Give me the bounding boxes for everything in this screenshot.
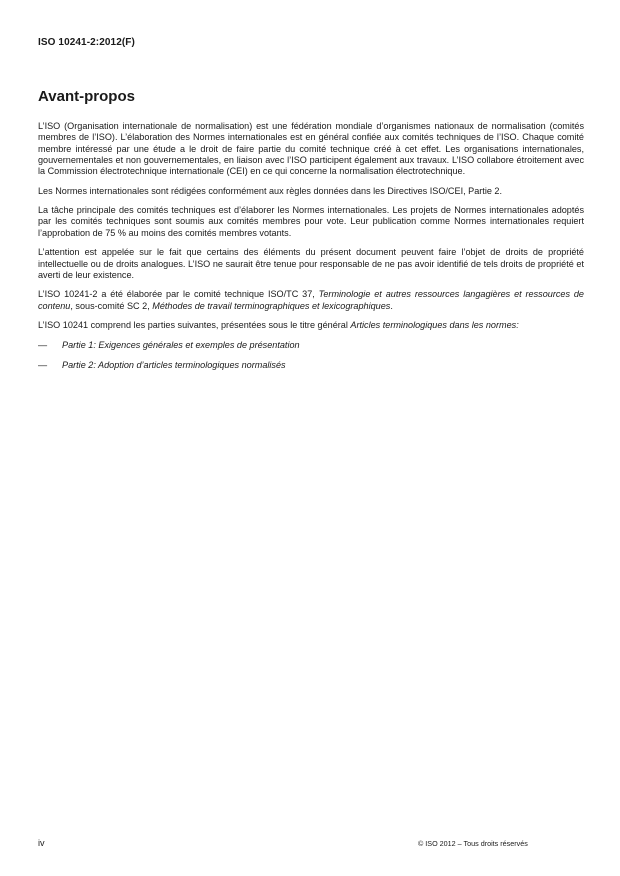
section-title: Avant-propos bbox=[38, 88, 135, 105]
paragraph-parts-intro bbox=[38, 320, 584, 331]
page-number: iv bbox=[38, 838, 45, 848]
paragraph-iso-organisation: L’ISO (Organisation internationale de normalisation) est une fédération mondiale d’organismes nationaux de normalisation (comités membres de l’ISO). L’élaboration des Normes internationales est en général confiée aux comités techniques de l’ISO. Chaque comité membre intéressé par une étude a le droit de faire partie du comité technique créé à cet effet. Les organisations internationales, gouvernementales et non gouvernementales, en liaison avec l’ISO participent également aux travaux. L’ISO collabore étroitement avec la Commission électrotechnique internationale (CEI) en ce qui concerne la normalisation électrotechnique. bbox=[38, 121, 584, 177]
paragraph-directives: Les Normes internationales sont rédigées conformément aux règles données dans les Directives ISO/CEI, Partie 2. bbox=[38, 185, 503, 196]
period: . bbox=[390, 300, 393, 311]
subcommittee-text: , sous-comité SC 2, bbox=[70, 300, 153, 311]
prepared-by-text: L’ISO 10241-2 a été élaborée par le comité technique ISO/TC 37, bbox=[38, 289, 319, 300]
part-2-label: Partie 2: Adoption d’articles terminologiques normalisés bbox=[62, 360, 286, 371]
list-item-part-1 bbox=[38, 340, 584, 351]
part-1-label: Partie 1: Exigences générales et exemples de présentation bbox=[62, 339, 300, 350]
parts-intro-text: L’ISO 10241 comprend les parties suivantes, présentées sous le titre général bbox=[38, 320, 351, 331]
foreword-body bbox=[38, 121, 584, 381]
paragraph-patent-rights: L’attention est appelée sur le fait que certains des éléments du présent document peuvent faire l’objet de droits de propriété intellectuelle ou de droits analogues. L’ISO ne saurait être tenue pour responsable de ne pas avoir identifié de tels droits de propriété et averti de leur existence. bbox=[38, 247, 584, 280]
list-dash: — bbox=[38, 339, 48, 350]
committee-title: Terminologie et autres ressources langagières et ressources de contenu bbox=[38, 289, 584, 311]
document-reference: ISO 10241-2:2012(F) bbox=[38, 37, 135, 48]
subcommittee-title: Méthodes de travail terminographiques et lexicographiques bbox=[152, 300, 391, 311]
list-item-part-2 bbox=[38, 360, 584, 371]
paragraph-technical-committees: La tâche principale des comités techniques est d’élaborer les Normes internationales. Les projets de Normes internationales adoptés par les comités techniques sont soumis aux comités membres pour vote. Leur publication comme Normes internationales requiert l’approbation de 75 % au moins des comités membres votants. bbox=[38, 205, 584, 238]
copyright-notice: © ISO 2012 – Tous droits réservés bbox=[418, 839, 528, 848]
general-title: Articles terminologiques dans les normes bbox=[350, 320, 517, 331]
colon: : bbox=[516, 320, 519, 331]
list-dash: — bbox=[38, 360, 48, 371]
paragraph-prepared-by bbox=[38, 289, 584, 312]
